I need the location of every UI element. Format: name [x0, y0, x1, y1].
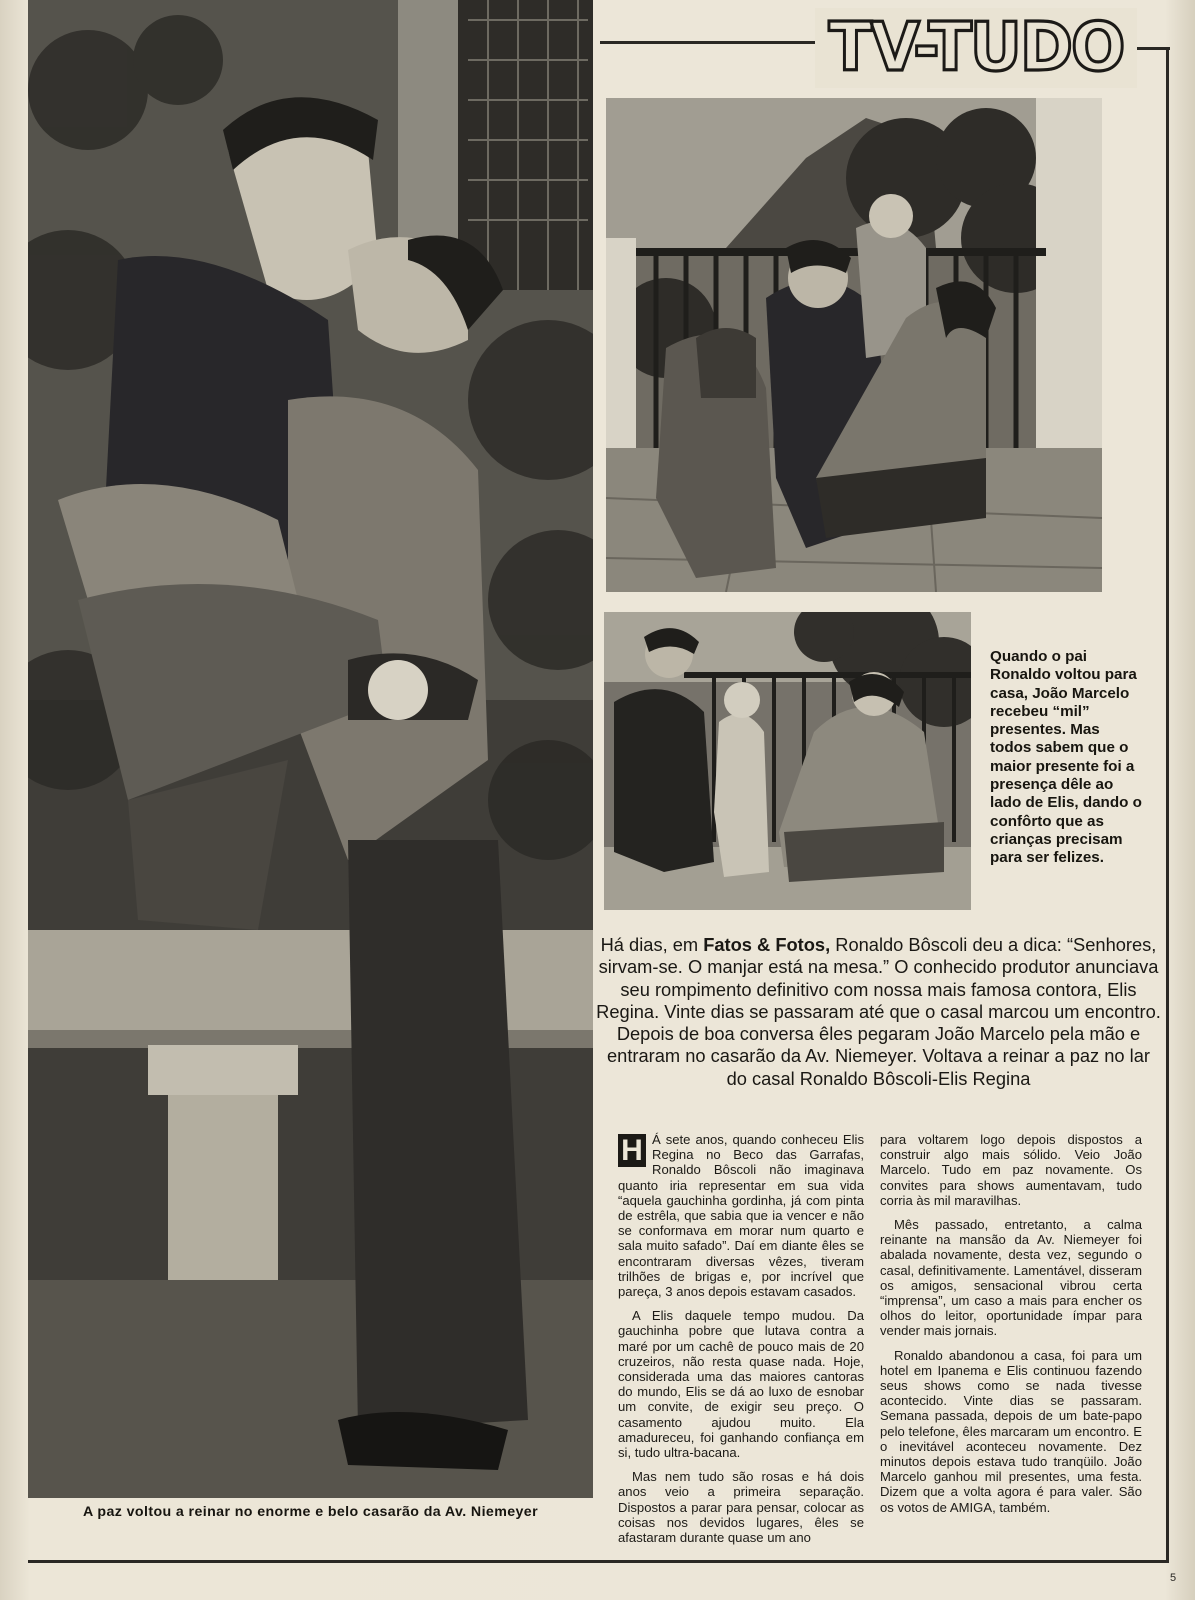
section-masthead: [815, 8, 1137, 88]
middle-right-photo-image: [604, 612, 971, 910]
masthead-rule-right: [1134, 47, 1170, 50]
article-paragraph: H Á sete anos, quando conheceu Elis Regina no Beco das Garrafas, Ronaldo Bôscoli não imaginava quanto iria representar em sua vida “aquela gauchinha gordinha, já com pinta de estrêla, que sabia que ia vencer e não se conformava em morar num quarto e sala muito safado”. Daí em diante êles se encontraram diversas vêzes, tiveram trilhões de brigas e, por incrível que pareça, 3 anos depois estavam casados.: [618, 1132, 864, 1300]
top-right-photo: [606, 98, 1102, 592]
article-column-2: [880, 1132, 1142, 1524]
middle-right-photo: [604, 612, 971, 910]
article-column-1: [618, 1132, 864, 1554]
article-paragraph: Ronaldo abandonou a casa, foi para um hotel em Ipanema e Elis continuou fazendo seus shows como se nada tivesse acontecido. Vinte dias se passaram. Semana passada, depois de um bate-papo pelo telefone, êles marcaram um encontro. E o inevitável aconteceu novamente. Dez minutos depois estava tudo tranqüilo. João Marcelo ganhou mil presentes, uma festa. Dizem que a volta agora é para valer. São os votos de AMIGA, também.: [880, 1347, 1142, 1515]
main-photo: [28, 0, 593, 1498]
article-deck: [596, 934, 1161, 1090]
article-paragraph: Mas nem tudo são rosas e há dois anos veio a primeira separação. Dispostos a parar para pensar, colocar as coisas nos devidos lugares, êles se afastaram durante quase um ano: [618, 1469, 864, 1546]
masthead-rule-left: [600, 41, 822, 44]
masthead-title: TV-TUDO: [828, 9, 1124, 87]
deck-prefix: Há dias, em: [600, 934, 704, 955]
top-right-photo-image: [606, 98, 1102, 592]
main-photo-caption: A paz voltou a reinar no enorme e belo casarão da Av. Niemeyer: [82, 1504, 539, 1520]
drop-cap: H: [618, 1134, 646, 1167]
deck-body: Ronaldo Bôscoli deu a dica: “Senhores, sirvam-se. O manjar está na mesa.” O conhecido produtor anunciava seu rompimento definitivo com nossa mais famosa contora, Elis Regina. Vinte dias se passaram até que o casal marcou um encontro. Depois de boa conversa êles pegaram João Marcelo pela mão e entraram no casarão da Av. Niemeyer. Voltava a reinar a paz no lar do casal Ronaldo Bôscoli-Elis Regina: [596, 934, 1161, 1089]
main-photo-image: [28, 0, 593, 1498]
page-rule-bottom: [28, 1560, 1169, 1563]
deck-publication: Fatos & Fotos,: [703, 934, 831, 955]
article-paragraph: para voltarem logo depois dispostos a construir algo mais sólido. Veio João Marcelo. Tudo em paz novamente. Os convites para shows aumentavam, tudo corria às mil maravilhas.: [880, 1132, 1142, 1208]
page-number: 5: [1170, 1572, 1177, 1584]
side-photo-caption: Quando o pai Ronaldo voltou para casa, João Marcelo recebeu “mil” presentes. Mas todos sabem que o maior presente foi a presença dêle ao lado de Elis, dando o confôrto que as crianças precisam para ser felizes.: [990, 648, 1142, 867]
article-paragraph: A Elis daquele tempo mudou. Da gauchinha pobre que lutava contra a maré por um cachê de pouco mais de 20 cruzeiros, não resta quase nada. Hoje, considerada uma das maiores cantoras do mundo, Elis se dá ao luxo de esnobar um convite, de exigir seu preço. O casamento ajudou muito. Ela amadureceu, foi ganhando confiança em si, tudo ultra-bacana.: [618, 1308, 864, 1461]
article-paragraph: Mês passado, entretanto, a calma reinante na mansão da Av. Niemeyer foi abalada novamente, desta vez, segundo o casal, definitivamente. Lamentável, disseram os amigos, sensacional vibrou certa “imprensa”, um caso a mais para encher os olhos do leitor, oportunidade ímpar para vender mais jornais.: [880, 1217, 1142, 1339]
page-rule-right: [1166, 47, 1169, 1562]
